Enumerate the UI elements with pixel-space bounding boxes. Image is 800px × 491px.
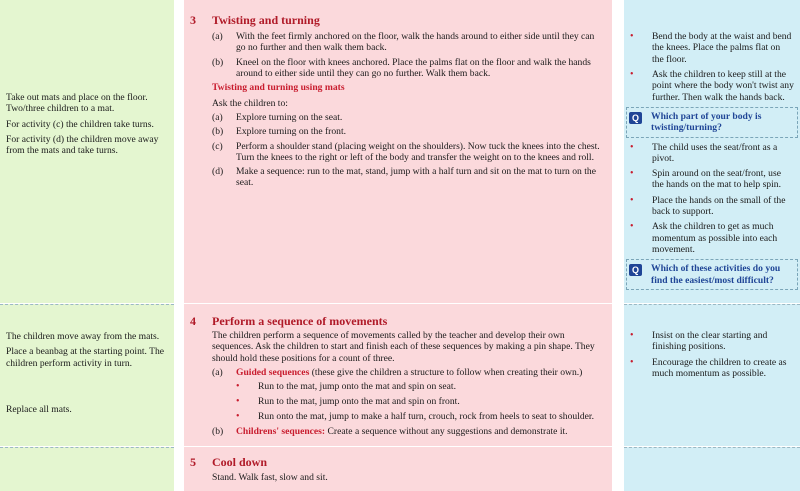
- bullet-icon: •: [630, 330, 634, 341]
- bullet-item: [630, 357, 794, 380]
- divider: [184, 446, 612, 447]
- bullet-icon: •: [236, 410, 240, 422]
- left-note: Place a beanbag at the starting point. The children perform activity in turn.: [6, 346, 165, 369]
- bullet-item: [630, 168, 794, 191]
- divider: [624, 447, 800, 448]
- list-item: [212, 112, 606, 123]
- section-title: Cool down: [212, 455, 268, 469]
- bullet-text: Insist on the clear starting and finishing positions.: [652, 330, 768, 353]
- teaching-points-block-1: [630, 31, 794, 294]
- list-item: [212, 31, 606, 54]
- item-label: (b): [212, 425, 224, 437]
- section-4-body: [212, 330, 606, 440]
- item-title: Guided sequences: [236, 366, 310, 378]
- item-text: Explore turning on the front.: [236, 126, 347, 138]
- left-note: Replace all mats.: [6, 404, 72, 415]
- bullet-icon: •: [630, 356, 634, 368]
- item-text: Explore turning on the seat.: [236, 111, 343, 123]
- list-item: [212, 426, 606, 437]
- section-3-heading: [190, 13, 320, 27]
- bullet-item: [630, 195, 794, 218]
- bullet-item: [630, 330, 794, 353]
- intro-text: Stand. Walk fast, slow and sit.: [212, 472, 328, 483]
- bullet-text: Bend the body at the waist and bend the knees. Place the palms flat on the floor.: [652, 31, 792, 65]
- bullet-text: Run to the mat, jump onto the mat and spin on front.: [258, 396, 460, 408]
- intro-text: The children perform a sequence of movements called by the teacher and develop their own sequences. Ask the children to start and finish each of these sequences by making a pin shape. They should hold these positions for a count of three.: [212, 330, 595, 364]
- bullet-icon: •: [630, 31, 634, 42]
- item-text: With the feet firmly anchored on the floor, walk the hands around to either side until they can go no further and then walk them back.: [236, 31, 595, 54]
- question-text: Which of these activities do you find the easiest/most difficult?: [651, 263, 781, 286]
- bullet-item: [630, 142, 794, 165]
- question-icon: Q: [629, 264, 642, 276]
- bullet-item: [630, 31, 794, 65]
- bullet-item: [236, 381, 606, 393]
- bullet-icon: •: [236, 381, 240, 393]
- item-label: (a): [212, 31, 223, 42]
- item-label: (a): [212, 111, 223, 123]
- item-text: Kneel on the floor with knees anchored. Place the palms flat on the floor and walk the hands around to either side until they can go no further. Walk them back.: [236, 56, 591, 79]
- bullet-icon: •: [630, 168, 634, 180]
- bullet-text: Spin around on the seat/front, use the hands on the mat to help spin.: [652, 168, 781, 191]
- item-text: [236, 426, 606, 437]
- bullet-text: Ask the children to get as much momentum as possible into each movement.: [652, 221, 778, 255]
- bullet-text: Run onto the mat, jump to make a half turn, crouch, rock from heels to seat to shoulder.: [258, 410, 594, 422]
- list-item: [212, 126, 606, 137]
- question-box: [626, 107, 798, 138]
- section-title: Twisting and turning: [212, 13, 320, 27]
- item-label: (b): [212, 126, 224, 138]
- left-notes-block-3: [6, 404, 170, 419]
- bullet-item: [236, 411, 606, 423]
- divider: [0, 447, 174, 448]
- item-body: (these give the children a structure to follow when creating their own.): [309, 366, 583, 378]
- bullet-text: Run to the mat, jump onto the mat and spin on seat.: [258, 381, 456, 393]
- item-body: Create a sequence without any suggestions and demonstrate it.: [325, 425, 568, 437]
- bullet-icon: •: [236, 396, 240, 408]
- section-5-body: [212, 472, 606, 486]
- question-box: [626, 259, 798, 290]
- bullet-icon: •: [630, 68, 634, 80]
- bullet-icon: •: [630, 141, 634, 153]
- left-note: For activity (d) the children move away from the mats and take turns.: [6, 133, 159, 157]
- bullet-text: Ask the children to keep still at the point where the body won't twist any further. Then walk the hands back.: [652, 68, 794, 103]
- question-text: Which part of your body is twisting/turning?: [651, 110, 762, 134]
- bullet-text: Encourage the children to create as much momentum as possible.: [652, 356, 787, 379]
- section-3-body: [212, 31, 606, 192]
- divider: [0, 304, 174, 305]
- section-title: Perform a sequence of movements: [212, 314, 388, 328]
- list-item: [212, 57, 606, 80]
- bullet-icon: •: [630, 221, 634, 233]
- bullet-item: [630, 69, 794, 103]
- left-note: The children move away from the mats.: [6, 331, 160, 342]
- item-label: (a): [212, 366, 223, 378]
- left-notes-block-2: [6, 331, 170, 373]
- item-text: Make a sequence: run to the mat, stand, jump with a half turn and sit on the mat to turn on the seat.: [236, 166, 596, 189]
- divider: [624, 304, 800, 305]
- section-5-heading: [190, 455, 267, 469]
- section-4-heading: [190, 314, 387, 328]
- left-note: For activity (c) the children take turns.: [6, 118, 154, 130]
- item-label: (c): [212, 140, 223, 152]
- list-item: [212, 367, 606, 378]
- divider: [184, 303, 612, 304]
- subheading: Twisting and turning using mats: [212, 82, 345, 94]
- item-text: Perform a shoulder stand (placing weight on the shoulders). Now tuck the knees into the chest. Turn the knees to the right or left of the body and transfer the weight on to the knees and roll.: [236, 140, 600, 163]
- bullet-item: [236, 396, 606, 408]
- teaching-points-block-2: [630, 330, 794, 383]
- intro-text: Ask the children to:: [212, 97, 288, 109]
- left-notes-block-1: [6, 92, 170, 161]
- question-icon: Q: [629, 112, 642, 124]
- left-note: Take out mats and place on the floor. Two/three children to a mat.: [6, 92, 148, 115]
- item-label: (b): [212, 56, 224, 68]
- item-label: (d): [212, 166, 224, 178]
- list-item: [212, 141, 606, 164]
- section-number: 5: [190, 455, 196, 469]
- bullet-icon: •: [630, 194, 634, 206]
- bullet-text: The child uses the seat/front as a pivot.: [652, 141, 778, 164]
- section-number: 3: [190, 13, 196, 27]
- item-title: Childrens' sequences:: [236, 425, 326, 437]
- list-item: [212, 166, 606, 189]
- item-text: [236, 367, 606, 378]
- section-number: 4: [190, 314, 196, 328]
- bullet-text: Place the hands on the small of the back to support.: [652, 194, 786, 218]
- bullet-item: [630, 221, 794, 255]
